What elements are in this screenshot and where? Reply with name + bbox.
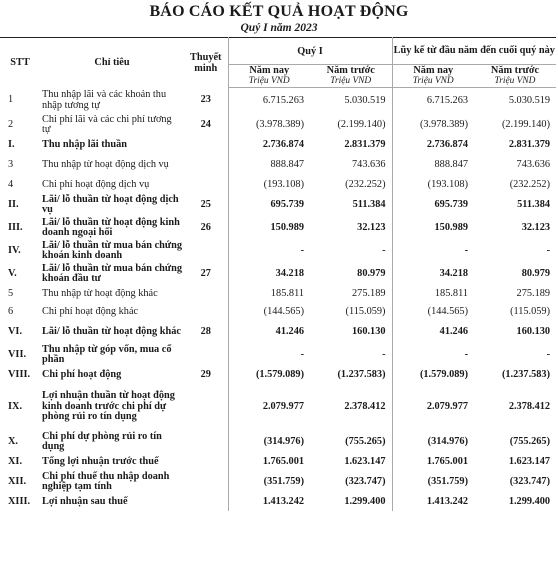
row-stt: VIII.: [8, 368, 31, 380]
row-q1-nam-truoc: 160.130: [310, 321, 392, 344]
row-thuyet-minh: [184, 177, 228, 194]
row-ytd-nam-nay: 41.246: [439, 325, 468, 337]
row-ytd-nam-nay: (193.108): [427, 178, 468, 190]
row-ytd-nam-nay: 185.811: [434, 288, 468, 300]
row-label: Lợi nhuận sau thuế: [42, 495, 128, 507]
row-stt: 1: [8, 94, 14, 106]
row-label: Chi phí thuế thu nhập doanh nghiệp tạm tính: [42, 470, 170, 492]
row-ytd-nam-truoc: 5.030.519: [508, 94, 551, 106]
row-ytd-nam-nay: -: [464, 244, 468, 256]
row-stt: XI.: [8, 455, 23, 467]
row-thuyet-minh: [184, 240, 228, 263]
table-row: [0, 494, 556, 511]
row-thuyet-minh: 29: [184, 367, 228, 384]
row-ytd-nam-truoc: (2.199.140): [501, 118, 551, 130]
row-label: Thu nhập lãi và các khoản thu nhập tương tự: [42, 89, 167, 111]
header-q1-nam-truoc: [310, 65, 392, 88]
row-label: Thu nhập từ hoạt động dịch vụ: [42, 158, 169, 170]
header-chi-tieu: Chỉ tiêu: [40, 38, 184, 88]
row-stt: 4: [8, 178, 14, 190]
row-q1-nam-truoc: 275.189: [310, 286, 392, 304]
report-body: [0, 88, 556, 511]
row-q1-nam-truoc: 1.299.400: [310, 494, 392, 511]
row-q1-nam-nay: -: [300, 348, 304, 360]
table-row: [0, 454, 556, 471]
header-q1-nam-truoc-label: Năm trước: [326, 65, 375, 76]
report-title: BÁO CÁO KẾT QUẢ HOẠT ĐỘNG: [149, 3, 409, 20]
table-row: [0, 114, 556, 137]
row-thuyet-minh: [184, 494, 228, 511]
row-q1-nam-truoc: (323.747): [310, 471, 392, 494]
row-ytd-nam-nay: -: [464, 348, 468, 360]
row-label: Lãi/ lỗ thuần từ mua bán chứng khoán đầu tư: [42, 262, 182, 284]
report-subtitle: Quý I năm 2023: [240, 22, 318, 34]
row-label: Lãi/ lỗ thuần từ hoạt động kinh doanh ngoại hối: [42, 216, 180, 238]
row-ytd-nam-nay: 6.715.263: [426, 94, 468, 106]
row-q1-nam-truoc: 5.030.519: [310, 88, 392, 114]
row-q1-nam-truoc: (2.199.140): [310, 114, 392, 137]
row-label: Lãi/ lỗ thuần từ hoạt động khác: [42, 325, 181, 337]
header-q1-nam-nay: [228, 65, 310, 88]
row-label: Chi phí hoạt động dịch vụ: [42, 178, 150, 190]
row-thuyet-minh: 25: [184, 194, 228, 217]
row-ytd-nam-nay: 34.218: [439, 267, 468, 279]
row-ytd-nam-truoc: 2.831.379: [508, 138, 551, 150]
row-q1-nam-nay: 888.847: [270, 158, 304, 170]
header-ytd-nam-truoc: [474, 65, 556, 88]
row-q1-nam-nay: (3.978.389): [255, 118, 304, 130]
row-ytd-nam-truoc: (232.252): [509, 178, 551, 190]
row-ytd-nam-nay: 888.847: [434, 158, 468, 170]
header-q1-nam-nay-label: Năm nay: [249, 65, 290, 76]
row-q1-nam-nay: 150.989: [270, 221, 304, 233]
row-q1-nam-truoc: 511.384: [310, 194, 392, 217]
row-stt: VII.: [8, 348, 27, 360]
row-ytd-nam-truoc: (115.059): [510, 305, 551, 317]
table-row: [0, 263, 556, 286]
row-thuyet-minh: [184, 154, 228, 177]
row-label: Thu nhập từ góp vốn, mua cổ phần: [42, 343, 172, 365]
row-thuyet-minh: [184, 137, 228, 154]
row-q1-nam-truoc: -: [310, 344, 392, 367]
row-ytd-nam-truoc: 275.189: [516, 288, 551, 300]
income-statement-table: [0, 37, 556, 511]
row-ytd-nam-nay: (1.579.089): [419, 368, 468, 380]
row-thuyet-minh: [184, 431, 228, 454]
row-q1-nam-nay: 41.246: [275, 325, 304, 337]
row-q1-nam-nay: (144.565): [263, 305, 304, 317]
header-q1-nam-nay-unit: Triệu VND: [248, 76, 290, 86]
table-row: [0, 177, 556, 194]
table-row: [0, 88, 556, 114]
row-thuyet-minh: [184, 304, 228, 321]
table-row: [0, 154, 556, 177]
row-label: Chi phí lãi và các chi phí tương tự: [42, 113, 172, 135]
row-label: Tổng lợi nhuận trước thuế: [42, 455, 159, 467]
row-ytd-nam-truoc: 160.130: [516, 325, 551, 337]
table-row: [0, 384, 556, 431]
row-label: Lãi/ lỗ thuần từ mua bán chứng khoán kinh doanh: [42, 239, 182, 261]
header-thuyet-minh: Thuyết minh: [184, 38, 228, 88]
row-q1-nam-truoc: (1.237.583): [310, 367, 392, 384]
row-thuyet-minh: [184, 384, 228, 431]
row-label: Thu nhập lãi thuần: [42, 138, 127, 150]
row-ytd-nam-nay: (314.976): [427, 435, 468, 447]
header-luy-ke: Lũy kế từ đầu năm đến cuối quý này: [392, 38, 556, 65]
row-label: Chi phí hoạt động khác: [42, 305, 139, 317]
row-ytd-nam-nay: 150.989: [434, 221, 468, 233]
row-ytd-nam-truoc: 1.623.147: [508, 455, 551, 467]
table-row: [0, 471, 556, 494]
table-row: [0, 194, 556, 217]
row-thuyet-minh: 26: [184, 217, 228, 240]
row-thuyet-minh: 28: [184, 321, 228, 344]
row-q1-nam-truoc: 1.623.147: [310, 454, 392, 471]
row-ytd-nam-truoc: (323.747): [509, 475, 551, 487]
row-q1-nam-nay: 185.811: [270, 288, 304, 300]
row-label: Chi phí dự phòng rủi ro tín dụng: [42, 430, 162, 452]
row-stt: II.: [8, 198, 19, 210]
table-row: [0, 137, 556, 154]
row-label: Chi phí hoạt động: [42, 368, 122, 380]
table-row: [0, 321, 556, 344]
row-thuyet-minh: [184, 454, 228, 471]
row-stt: X.: [8, 435, 19, 447]
header-q1-nam-truoc-unit: Triệu VND: [330, 76, 372, 86]
row-stt: XII.: [8, 475, 27, 487]
row-ytd-nam-nay: 695.739: [434, 198, 468, 210]
row-q1-nam-truoc: 32.123: [310, 217, 392, 240]
row-ytd-nam-truoc: (755.265): [509, 435, 551, 447]
row-stt: VI.: [8, 325, 23, 337]
row-q1-nam-nay: 1.765.001: [262, 455, 304, 467]
row-thuyet-minh: [184, 344, 228, 367]
row-thuyet-minh: [184, 471, 228, 494]
row-q1-nam-truoc: -: [310, 240, 392, 263]
header-ytd-nam-nay-label: Năm nay: [413, 65, 454, 76]
row-stt: I.: [8, 138, 15, 150]
header-ytd-nam-nay: [392, 65, 474, 88]
row-ytd-nam-nay: (351.759): [427, 475, 468, 487]
header-ytd-nam-nay-unit: Triệu VND: [412, 76, 454, 86]
row-q1-nam-nay: (314.976): [263, 435, 304, 447]
row-thuyet-minh: 27: [184, 263, 228, 286]
row-q1-nam-nay: (1.579.089): [255, 368, 304, 380]
row-ytd-nam-truoc: 2.378.412: [508, 400, 551, 412]
header-ytd-nam-truoc-unit: Triệu VND: [494, 76, 536, 86]
table-row: [0, 217, 556, 240]
row-q1-nam-nay: (351.759): [263, 475, 304, 487]
table-row: [0, 344, 556, 367]
table-row: [0, 286, 556, 304]
row-q1-nam-nay: -: [300, 244, 304, 256]
row-q1-nam-nay: 2.736.874: [262, 138, 304, 150]
row-q1-nam-nay: 2.079.977: [262, 400, 304, 412]
row-stt: III.: [8, 221, 23, 233]
row-stt: V.: [8, 267, 17, 279]
row-stt: IV.: [8, 244, 21, 256]
row-ytd-nam-nay: (3.978.389): [419, 118, 468, 130]
row-label: Thu nhập từ hoạt động khác: [42, 288, 158, 300]
row-stt: 2: [8, 118, 14, 130]
row-q1-nam-nay: 6.715.263: [262, 94, 304, 106]
row-q1-nam-truoc: (115.059): [310, 304, 392, 321]
row-stt: 6: [8, 305, 14, 317]
row-ytd-nam-truoc: 80.979: [521, 267, 551, 279]
row-ytd-nam-truoc: 743.636: [516, 158, 551, 170]
row-q1-nam-truoc: 743.636: [310, 154, 392, 177]
row-label: Lợi nhuận thuần từ hoạt động kinh doanh trước chi phí dự phòng rủi ro tín dụng: [42, 390, 175, 423]
table-row: [0, 367, 556, 384]
row-ytd-nam-nay: 2.079.977: [426, 400, 468, 412]
row-q1-nam-truoc: 80.979: [310, 263, 392, 286]
header-stt: STT: [0, 38, 40, 88]
row-thuyet-minh: 24: [184, 114, 228, 137]
header-ytd-nam-truoc-label: Năm trước: [490, 65, 540, 76]
header-quy-i: Quý I: [228, 38, 392, 65]
row-q1-nam-nay: 34.218: [275, 267, 304, 279]
row-ytd-nam-truoc: 32.123: [521, 221, 551, 233]
row-ytd-nam-nay: 1.413.242: [426, 495, 468, 507]
row-q1-nam-truoc: (755.265): [310, 431, 392, 454]
row-q1-nam-truoc: (232.252): [310, 177, 392, 194]
row-ytd-nam-truoc: 1.299.400: [508, 495, 551, 507]
row-ytd-nam-truoc: (1.237.583): [501, 368, 551, 380]
table-row: [0, 240, 556, 263]
row-stt: 5: [8, 288, 14, 300]
row-stt: XIII.: [8, 495, 31, 507]
row-q1-nam-nay: 1.413.242: [262, 495, 304, 507]
row-ytd-nam-nay: 2.736.874: [426, 138, 468, 150]
row-q1-nam-truoc: 2.831.379: [310, 137, 392, 154]
row-thuyet-minh: 23: [184, 88, 228, 114]
row-stt: IX.: [8, 400, 23, 412]
row-q1-nam-truoc: 2.378.412: [310, 384, 392, 431]
row-ytd-nam-truoc: 511.384: [517, 198, 551, 210]
row-label: Lãi/ lỗ thuần từ hoạt động dịch vụ: [42, 193, 179, 215]
row-stt: 3: [8, 158, 14, 170]
row-thuyet-minh: [184, 286, 228, 304]
row-ytd-nam-truoc: -: [546, 244, 551, 256]
table-row: [0, 304, 556, 321]
row-q1-nam-nay: (193.108): [263, 178, 304, 190]
row-q1-nam-nay: 695.739: [270, 198, 304, 210]
table-row: [0, 431, 556, 454]
row-ytd-nam-truoc: -: [546, 348, 551, 360]
row-ytd-nam-nay: 1.765.001: [426, 455, 468, 467]
row-ytd-nam-nay: (144.565): [427, 305, 468, 317]
